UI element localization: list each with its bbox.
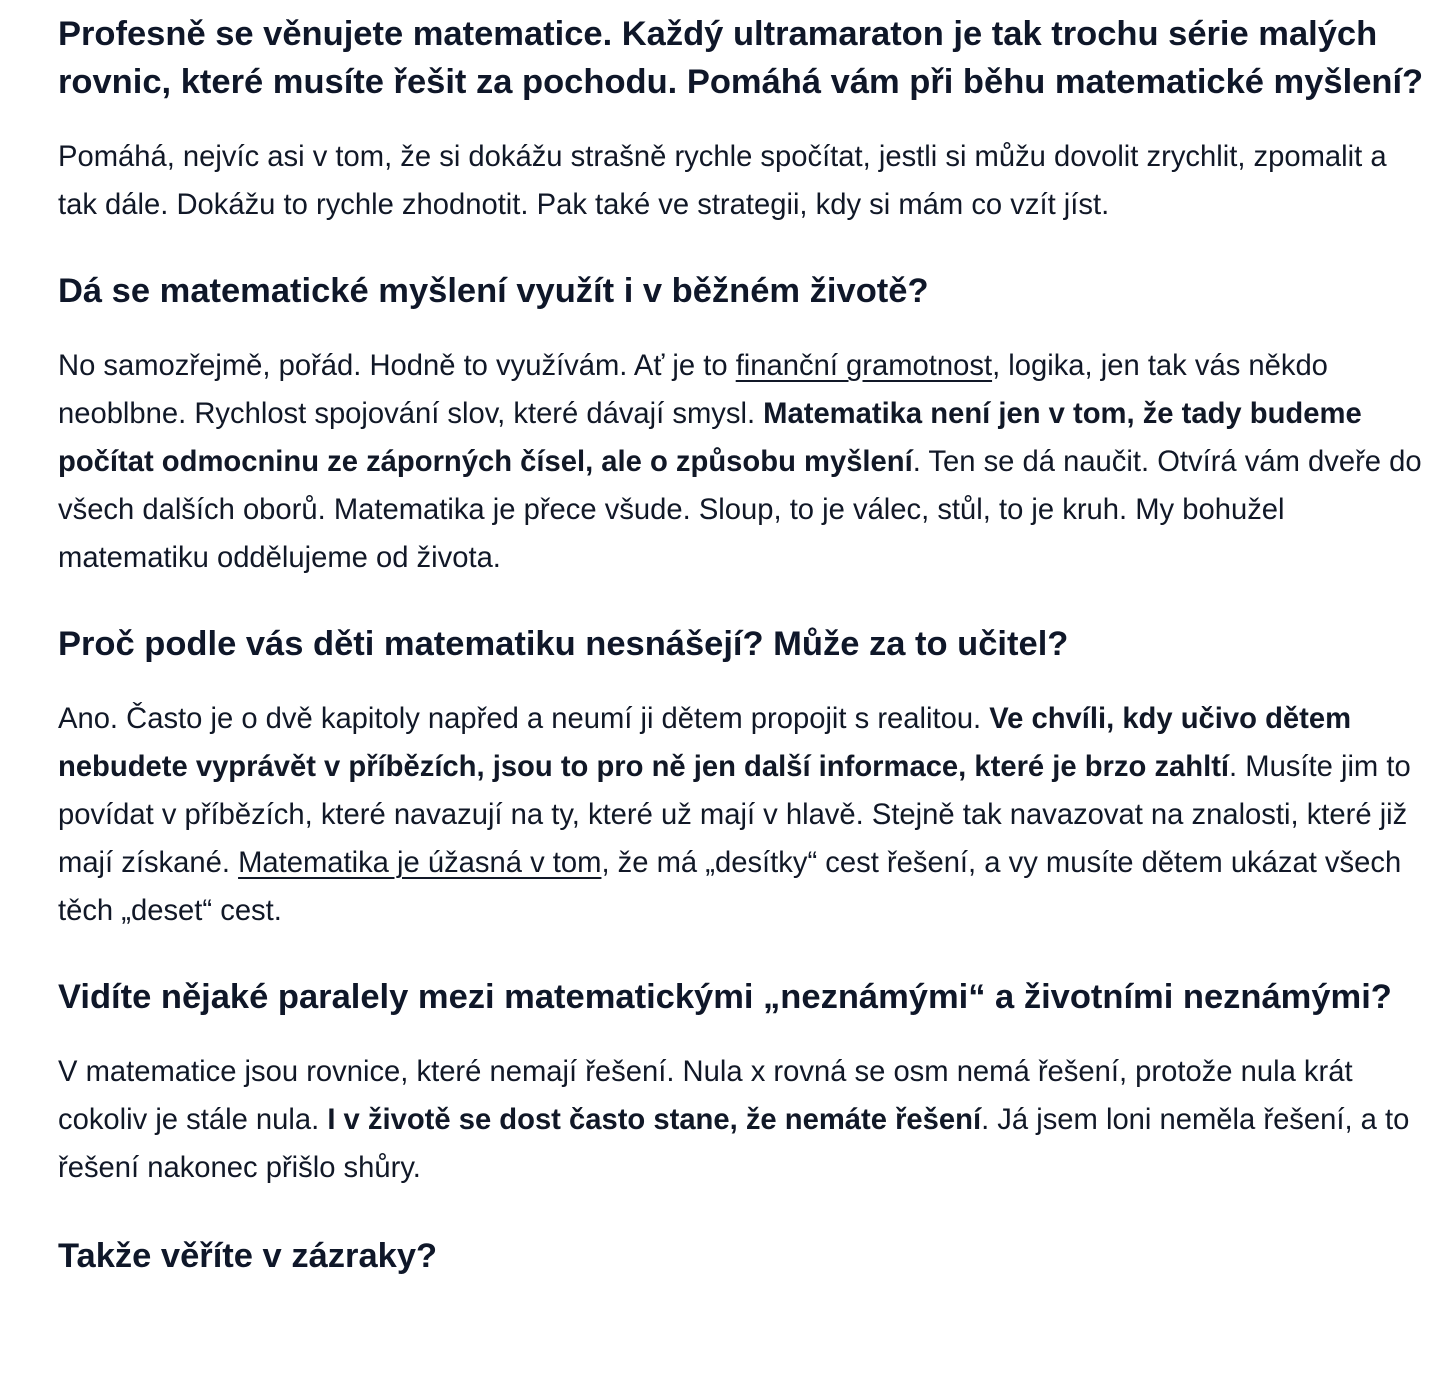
article-body xyxy=(58,10,1428,1280)
answer-paragraph-unknowns xyxy=(58,1048,1428,1192)
answer-paragraph-everyday-life xyxy=(58,342,1428,582)
answer-text-middle: . Musíte jim to povídat v příbězích, které navazují na ty, které už mají v hlavě. Stejně tak navazovat na znalosti, které již mají získané. xyxy=(58,751,1411,879)
question-heading-math-running: Profesně se věnujete matematice. Každý ultramaraton je tak trochu série malých rovnic, které musíte řešit za pochodu. Pomáhá vám při běhu matematické myšlení? xyxy=(58,15,1424,101)
answer-paragraph-math-running: Pomáhá, nejvíc asi v tom, že si dokážu strašně rychle spočítat, jestli si můžu dovolit zrychlit, zpomalit a tak dále. Dokážu to rychle zhodnotit. Pak také ve strategii, kdy si mám co vzít jíst. xyxy=(58,141,1387,221)
math-is-amazing-link[interactable]: Matematika je úžasná v tom xyxy=(238,847,602,879)
question-heading-everyday-life: Dá se matematické myšlení využít i v běžném životě? xyxy=(58,272,929,310)
answer-bold-highlight: Matematika není jen v tom, že tady budeme počítat odmocninu ze záporných čísel, ale o způsobu myšlení xyxy=(58,398,1362,478)
answer-text-end: . Já jsem loni neměla řešení, a to řešení nakonec přišlo shůry. xyxy=(58,1104,1410,1184)
answer-bold-highlight: Ve chvíli, kdy učivo dětem nebudete vyprávět v příbězích, jsou to pro ně jen další informace, které je brzo zahltí xyxy=(58,703,1352,783)
answer-text-end: , že má „desítky“ cest řešení, a vy musíte dětem ukázat všech těch „deset“ cest. xyxy=(58,847,1402,927)
question-heading-unknowns: Vidíte nějaké paralely mezi matematickými „neznámými“ a životními neznámými? xyxy=(58,978,1392,1016)
question-heading-miracles: Takže věříte v zázraky? xyxy=(58,1237,438,1275)
answer-bold-highlight: I v životě se dost často stane, že nemáte řešení xyxy=(327,1104,982,1136)
financial-literacy-link[interactable]: finanční gramotnost xyxy=(735,350,993,382)
answer-text-end: . Ten se dá naučit. Otvírá vám dveře do všech dalších oborů. Matematika je přece všude. Sloup, to je válec, stůl, to je kruh. My bohužel matematiku oddělujeme od života. xyxy=(58,446,1422,574)
answer-paragraph-children-hate-math xyxy=(58,695,1428,935)
answer-text-start: No samozřejmě, pořád. Hodně to využívám. Ať je to xyxy=(58,350,736,382)
question-heading-children-hate-math: Proč podle vás děti matematiku nesnášejí? Může za to učitel? xyxy=(58,625,1069,663)
answer-text-middle: , logika, jen tak vás někdo neoblbne. Rychlost spojování slov, které dávají smysl. xyxy=(58,350,1328,430)
answer-text-start: V matematice jsou rovnice, které nemají řešení. Nula x rovná se osm nemá řešení, protože nula krát cokoliv je stále nula. xyxy=(58,1056,1353,1136)
answer-text-start: Ano. Často je o dvě kapitoly napřed a neumí ji dětem propojit s realitou. xyxy=(58,703,990,735)
